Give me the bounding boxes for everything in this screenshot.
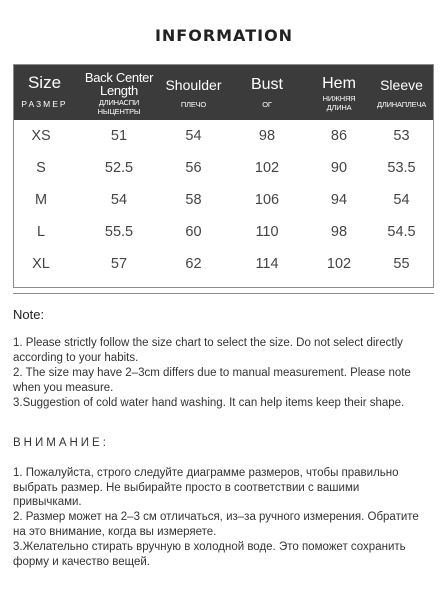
back-length-cell: 51 [110,128,128,144]
header-bust [224,65,310,120]
header-shoulder [163,65,224,120]
size-cell: XS [31,128,51,144]
header-size [14,65,75,120]
shoulder-cell: 62 [185,256,202,272]
header-sleeve [368,65,435,120]
size-cell: XL [32,256,50,272]
bust-cell: 98 [258,128,276,144]
size-cell: L [36,224,46,240]
header-hem [310,65,368,120]
header-sublabel: НИЖНЯЯ ДЛИНА [322,94,356,112]
bust-cell: 106 [254,192,280,208]
sleeve-cell: 55 [393,256,410,272]
shoulder-cell: 56 [185,160,202,176]
header-back-center-length [75,65,163,120]
size-chart-table [13,64,434,288]
header-label: Back Center Length [84,70,154,98]
back-length-cell: 54 [110,192,128,208]
back-length-cell: 52.5 [104,160,134,176]
sleeve-cell: 53.5 [387,160,416,176]
header-label: Hem [322,75,356,92]
size-cell: M [34,192,48,208]
note-heading: Note: [13,307,45,322]
vnimanie-item: 1. Пожалуйста, строго следуйте диаграмме размеров, чтобы правильно выбрать размер. Не выбирайте просто в соответствии с вашими привычками. [13,467,399,509]
back-length-cell: 55.5 [104,224,134,240]
header-sublabel: РАЗМЕР [21,99,68,109]
table-row [14,248,433,280]
table-row [14,152,433,184]
shoulder-cell: 54 [185,128,202,144]
header-label: Size [27,73,62,92]
shoulder-cell: 58 [185,192,202,208]
bust-cell: 114 [255,256,279,272]
table-row [14,120,433,152]
hem-cell: 94 [330,192,348,208]
size-cell: S [36,160,46,176]
header-sublabel: ДЛИНАСПИ НЫЦЕНТРЫ [97,98,141,116]
vnimanie-item: 3.Желательно стирать вручную в холодной воде. Это поможет сохранить форму и качество вещей. [13,541,406,568]
sleeve-cell: 53 [393,128,410,144]
hem-cell: 86 [330,128,348,144]
vnimanie-heading: ВНИМАНИЕ: [13,437,109,449]
header-sublabel: ПЛЕЧО [180,100,207,109]
back-length-cell: 57 [110,256,128,272]
hem-cell: 98 [330,224,348,240]
table-row [14,216,433,248]
header-label: Bust [250,76,283,93]
table-row [14,184,433,216]
header-label: Sleeve [380,77,423,93]
bust-cell: 110 [255,224,279,240]
shoulder-cell: 60 [185,224,202,240]
header-label: Shoulder [165,77,222,93]
note-item: 1. Please strictly follow the size chart to select the size. Do not select directly according to your habits. [13,337,403,364]
table-header [14,65,433,120]
page-title: INFORMATION [154,26,294,45]
bust-cell: 102 [254,160,280,176]
hem-cell: 102 [326,256,352,272]
sleeve-cell: 54.5 [387,224,416,240]
hem-cell: 90 [330,160,348,176]
sleeve-cell: 54 [393,192,410,208]
note-item: 3.Suggestion of cold water hand washing. It can help items keep their shape. [13,397,405,409]
header-sublabel: ОГ [262,100,272,109]
note-item: 2. The size may have 2–3cm differs due to manual measurement. Please note when you measure. [13,367,411,394]
vnimanie-item: 2. Размер может на 2–3 см отличаться, из–за ручного измерения. Обратите на это внимание, когда вы измеряете. [13,511,419,538]
section-divider [13,293,434,294]
header-sublabel: ДЛИНАПЛЕЧА [376,100,427,109]
